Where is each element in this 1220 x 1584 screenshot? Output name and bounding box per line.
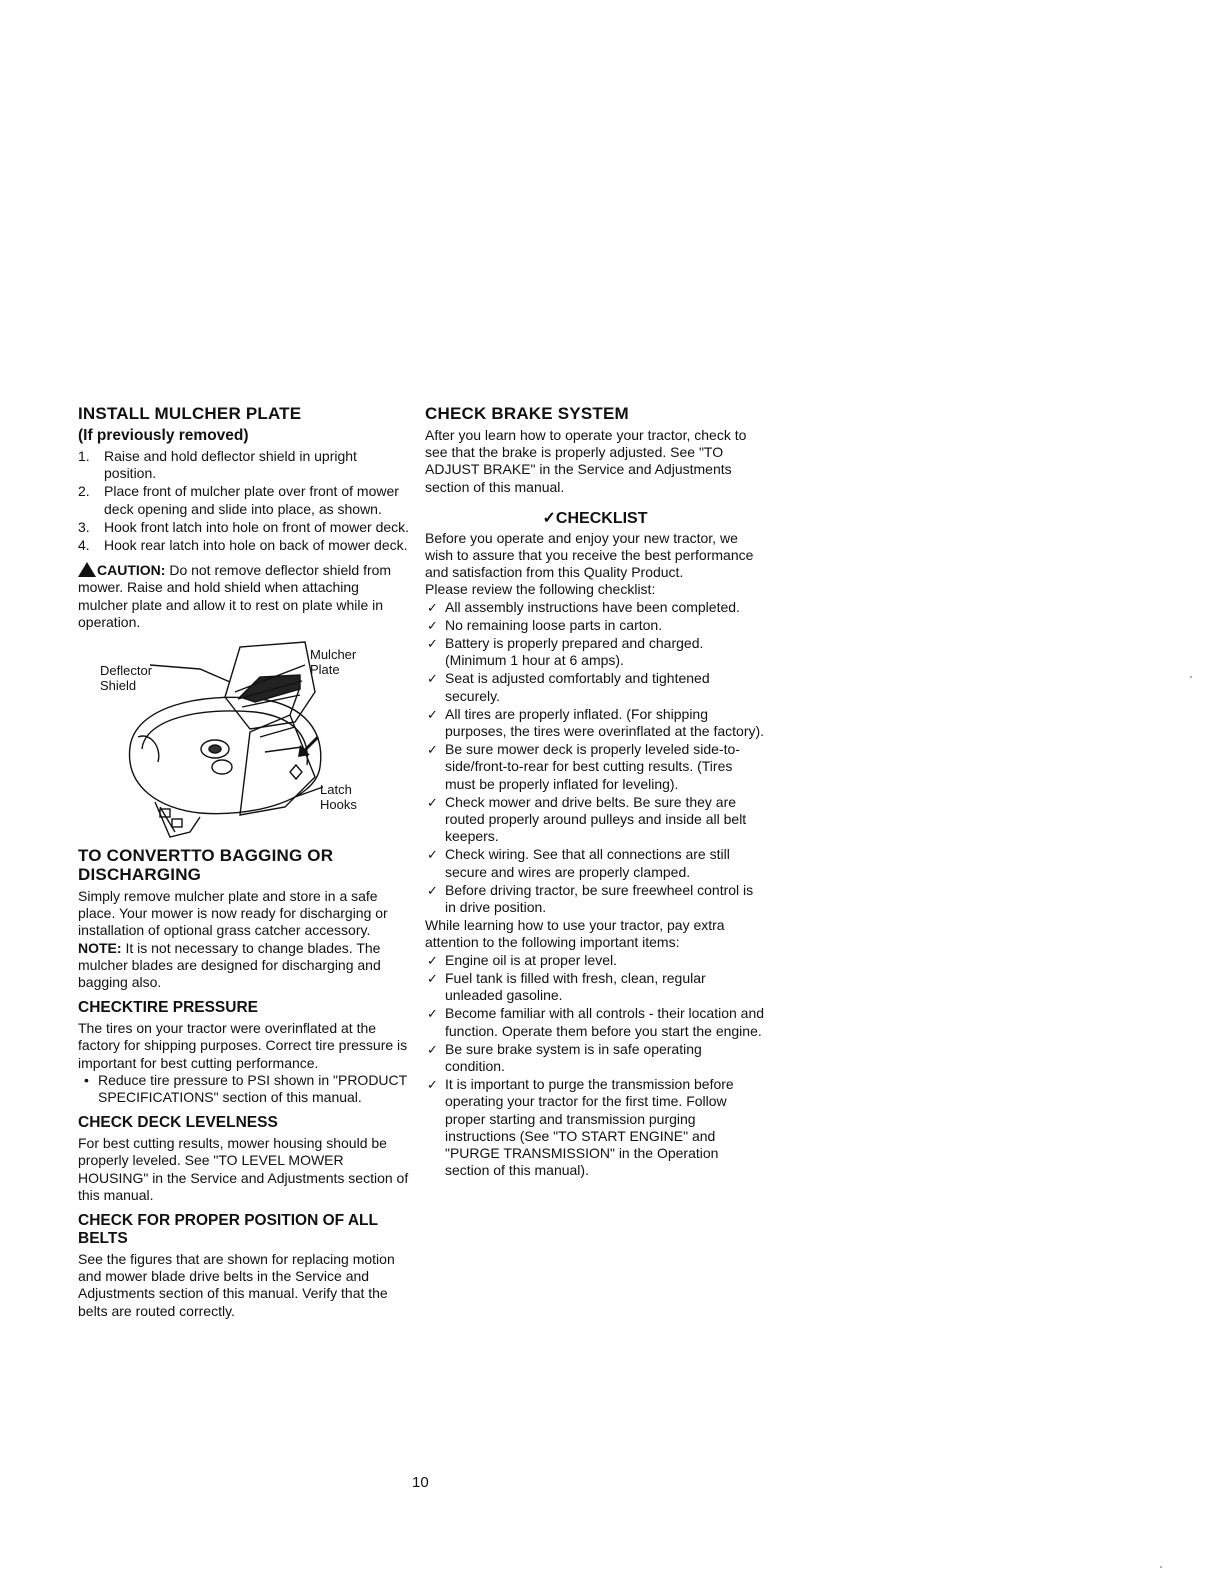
check-mark-icon: ✓ [427,742,438,758]
list-item [425,970,765,1004]
check-mark-icon: ✓ [427,617,438,633]
mulcher-plate-figure [90,637,380,842]
check-mark-icon: ✓ [427,671,438,687]
note-label: NOTE: [78,939,122,956]
check-mark-icon: ✓ [427,847,438,863]
deflector-shield-label: Deflector Shield [100,663,153,694]
list-item [78,519,410,536]
check-text: Check mower and drive belts. Be sure they are routed properly around pulleys and inside all belt keepers. [445,793,747,845]
list-item [78,448,410,482]
check-mark-icon: ✓ [427,952,438,968]
caution-text: Do not remove deflector shield from mower. Raise and hold shield when attaching mulcher plate and allow it to rest on plate while in operation. [78,562,392,630]
step-number: 3. [78,518,90,535]
step-text: Hook front latch into hole on front of mower deck. [104,518,410,535]
belts-paragraph: See the figures that are shown for replacing motion and mower blade drive belts in the Service and Adjustments section of this manual. Verify that the belts are routed correctly. [78,1251,395,1319]
page-number: 10 [412,1474,429,1491]
check-text: Seat is adjusted comfortably and tightened securely. [445,670,710,704]
tire-bullet-list [78,1072,410,1106]
deck-paragraph: For best cutting results, mower housing should be properly leveled. See "TO LEVEL MOWER HOUSING" in the Service and Adjustments section of this manual. [78,1135,409,1203]
list-item [78,537,410,554]
step-text: Raise and hold deflector shield in upright position. [104,448,357,482]
check-text: Before driving tractor, be sure freewheel control is in drive position. [445,881,754,916]
check-text: Fuel tank is filled with fresh, clean, regular unleaded gasoline. [445,969,706,1004]
check-deck-heading: CHECK DECK LEVELNESS [78,1114,278,1132]
list-item [425,952,765,969]
right-column [425,404,765,1180]
check-mark-icon: ✓ [427,599,438,615]
check-text: Become familiar with all controls - their location and function. Operate them before you start the engine. [445,1005,765,1039]
list-item [425,1005,765,1039]
step-number: 4. [78,537,90,554]
checklist-heading: ✓CHECKLIST [542,509,648,527]
checklist-intro: Before you operate and enjoy your new tractor, we wish to assure that you receive the best performance and satisfaction from this Quality Product. [425,529,754,581]
check-text: Engine oil is at proper level. [445,951,617,968]
latch-hooks-label: Latch Hooks [320,782,357,813]
list-item [425,670,765,704]
check-mark-icon: ✓ [427,882,438,898]
note-text: It is not necessary to change blades. The mulcher blades are designed for discharging and bagging also. [78,939,381,991]
step-number: 2. [78,483,90,500]
step-text: Hook rear latch into hole on back of mower deck. [104,537,408,554]
mulcher-plate-label: Mulcher Plate [310,647,357,678]
check-mark-icon: ✓ [427,706,438,722]
list-item [78,483,410,517]
check-text: No remaining loose parts in carton. [445,616,663,633]
install-mulcher-heading: INSTALL MULCHER PLATE [78,404,302,423]
checklist-items [425,599,765,917]
check-mark-icon: ✓ [427,794,438,810]
check-text: All tires are properly inflated. (For shipping purposes, the tires were overinflated at the factory). [445,705,765,740]
check-text: All assembly instructions have been completed. [445,598,740,615]
convert-bagging-heading: TO CONVERTTO BAGGING OR DISCHARGING [78,846,334,885]
check-text: It is important to purge the transmission before operating your tractor for the first time. Follow proper starting and transmission purging instructions (See "TO START ENGINE" and "PURGE TRANSMISSION" in the Operation section of this manual). [445,1076,734,1179]
checklist-review: Please review the following checklist: [425,581,656,598]
important-items [425,952,765,1180]
list-item: • Reduce tire pressure to PSI shown in "PRODUCT SPECIFICATIONS" section of this manual. [78,1072,410,1106]
install-mulcher-subheading: (If previously removed) [78,427,249,444]
list-item [425,846,765,880]
list-item [425,741,765,793]
checklist-while: While learning how to use your tractor, pay extra attention to the following important items: [425,917,725,951]
scan-speck [1190,676,1192,678]
convert-paragraph: Simply remove mulcher plate and store in a safe place. Your mower is now ready for discharging or installation of optional grass catcher accessory. [78,888,388,939]
list-item [425,706,765,740]
brake-paragraph: After you learn how to operate your tractor, check to see that the brake is properly adjusted. See "TO ADJUST BRAKE" in the Service and Adjustments section of this manual. [425,427,747,495]
left-column [78,404,410,1320]
check-mark-icon: ✓ [427,1041,438,1057]
check-mark-icon: ✓ [427,970,438,986]
step-number: 1. [78,448,90,464]
convert-note [78,940,410,992]
check-tire-heading: CHECKTIRE PRESSURE [78,999,258,1017]
check-brake-heading: CHECK BRAKE SYSTEM [425,404,629,423]
list-item [425,599,765,616]
warning-triangle-icon [78,562,96,577]
step-text: Place front of mulcher plate over front of mower deck opening and slide into place, as shown. [104,483,399,517]
tire-paragraph: The tires on your tractor were overinflated at the factory for shipping purposes. Correct tire pressure is important for best cutting performance. [78,1020,408,1071]
install-steps-list [78,448,410,554]
check-belts-heading: CHECK FOR PROPER POSITION OF ALL BELTS [78,1212,378,1248]
check-mark-icon: ✓ [427,1077,438,1093]
list-item [425,794,765,846]
caution-notice [78,562,410,631]
list-item [425,882,765,916]
check-text: Battery is properly prepared and charged. (Minimum 1 hour at 6 amps). [445,635,704,669]
list-item [425,1041,765,1075]
list-item [425,635,765,669]
check-mark-icon: ✓ [427,636,438,652]
scan-speck [1160,1566,1162,1568]
check-text: Be sure mower deck is properly leveled side-to-side/front-to-rear for best cutting results. (Tires must be properly inflated for leveling). [445,741,740,792]
check-text: Be sure brake system is in safe operating condition. [445,1040,702,1074]
check-text: Check wiring. See that all connections are still secure and wires are properly clamped. [445,846,730,880]
caution-label: CAUTION: [97,562,166,579]
check-mark-icon: ✓ [427,1006,438,1022]
list-item [425,617,765,634]
list-item [425,1076,765,1179]
